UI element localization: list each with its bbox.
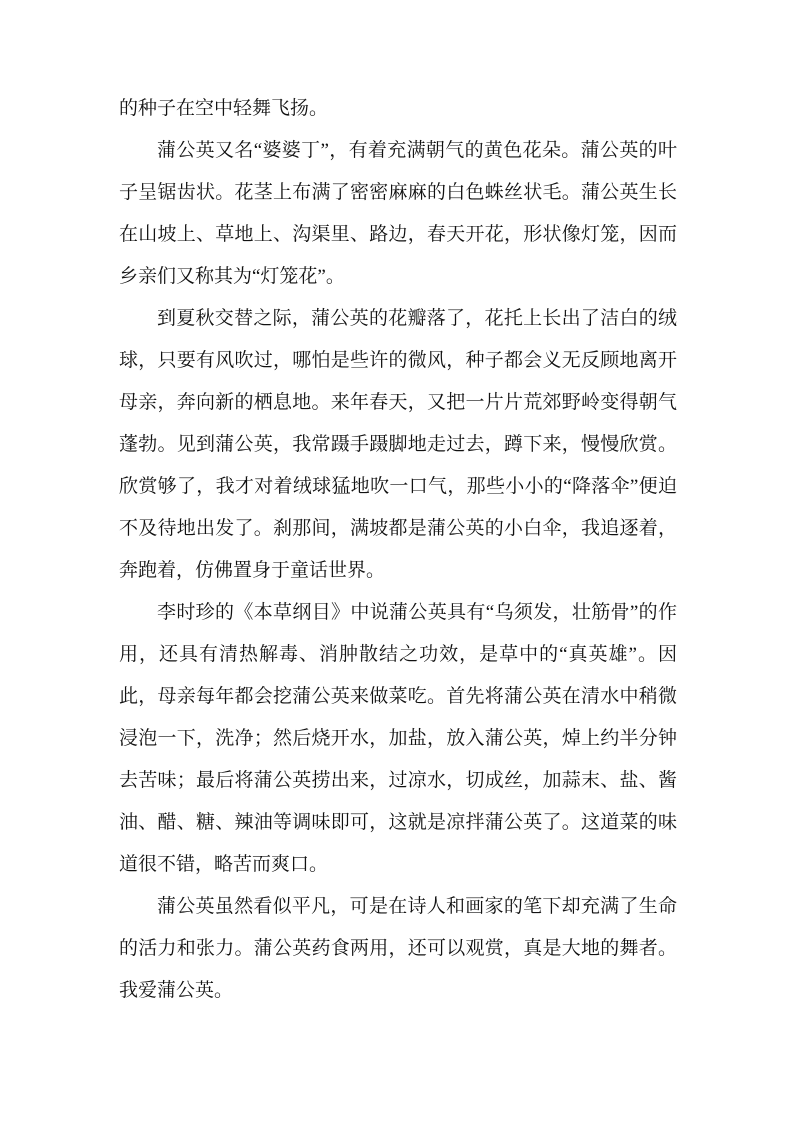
paragraph: 蒲公英虽然看似平凡，可是在诗人和画家的笔下却充满了生命的活力和张力。蒲公英药食两用，还可以观赏，真是大地的舞者。我爱蒲公英。 xyxy=(119,896,677,1001)
paragraph: 李时珍的《本草纲目》中说蒲公英具有“乌须发，壮筋骨”的作用，还具有清热解毒、消肿散结之功效，是草中的“真英雄”。因此，母亲每年都会挖蒲公英来做菜吃。首先将蒲公英在清水中稍微浸泡一下，洗净；然后烧开水，加盐，放入蒲公英，焯上约半分钟去苦味；最后将蒲公英捞出来，过凉水，切成丝，加蒜末、盐、酱油、醋、糖、辣油等调味即可，这就是凉拌蒲公英了。这道菜的味道很不错，略苦而爽口。 xyxy=(119,602,677,875)
paragraph: 到夏秋交替之际，蒲公英的花瓣落了，花托上长出了洁白的绒球，只要有风吹过，哪怕是些许的微风，种子都会义无反顾地离开母亲，奔向新的栖息地。来年春天，又把一片片荒郊野岭变得朝气蓬勃。见到蒲公英，我常蹑手蹑脚地走过去，蹲下来，慢慢欣赏。欣赏够了，我才对着绒球猛地吹一口气，那些小小的“降落伞”便迫不及待地出发了。刹那间，满坡都是蒲公英的小白伞，我追逐着，奔跑着，仿佛置身于童话世界。 xyxy=(119,308,677,581)
text-body xyxy=(119,88,677,1012)
paragraph-continuation: 的种子在空中轻舞飞扬。 xyxy=(119,98,329,119)
paragraph: 蒲公英又名“婆婆丁”，有着充满朝气的黄色花朵。蒲公英的叶子呈锯齿状。花茎上布满了密密麻麻的白色蛛丝状毛。蒲公英生长在山坡上、草地上、沟渠里、路边，春天开花，形状像灯笼，因而乡亲们又称其为“灯笼花”。 xyxy=(119,140,677,287)
